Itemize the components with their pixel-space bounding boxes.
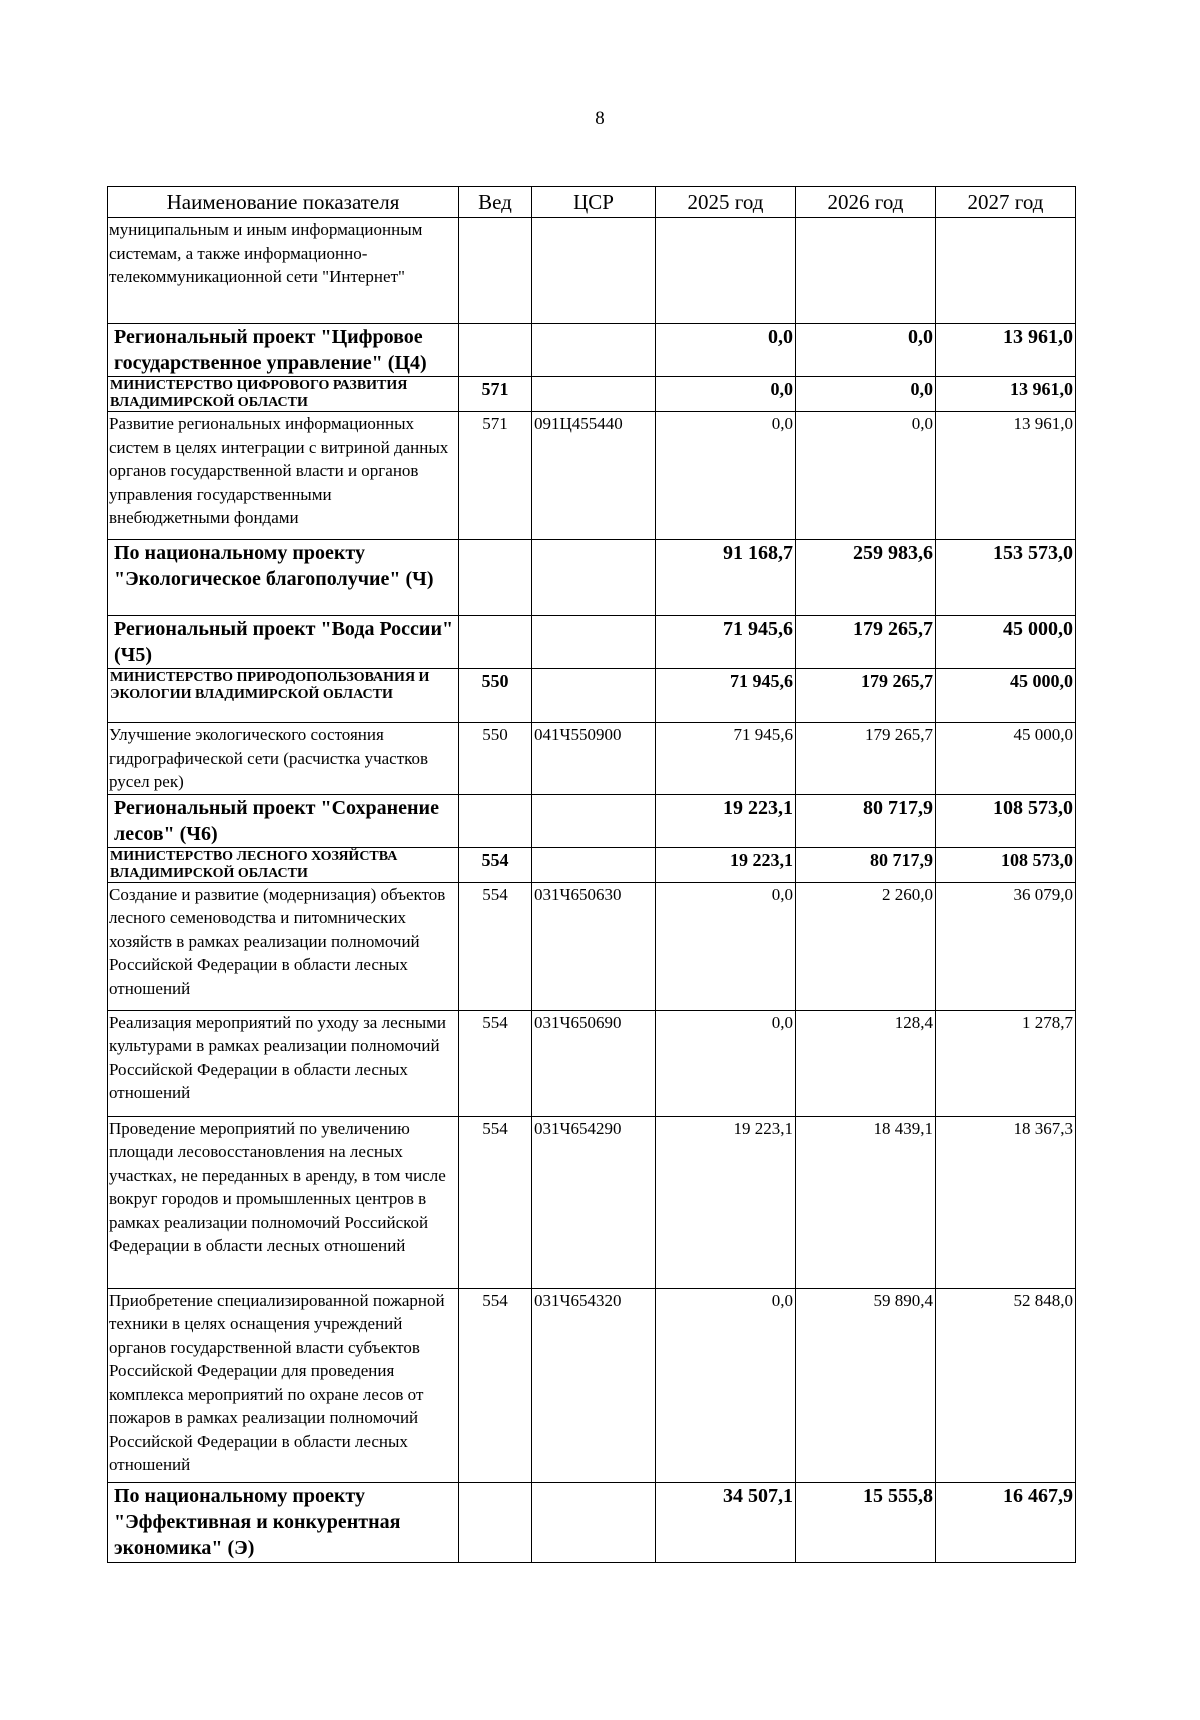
table-row [108, 669, 1076, 723]
cell-y2025: 91 168,7 [656, 540, 796, 616]
cell-csr: 031Ч650690 [532, 1010, 656, 1116]
page-number: 8 [595, 108, 605, 129]
cell-ved: 550 [459, 723, 532, 795]
cell-y2025: 0,0 [656, 412, 796, 540]
cell-name: Проведение мероприятий по увеличению площади лесовосстановления на лесных участках, не переданных в аренду, в том числе вокруг городов и промышленных центров в рамках реализации полномочий Российской Федерации в области лесных отношений [108, 1116, 459, 1288]
cell-name: По национальному проекту "Экологическое благополучие" (Ч) [108, 540, 459, 616]
cell-y2027: 52 848,0 [936, 1288, 1076, 1482]
cell-name: Приобретение специализированной пожарной техники в целях оснащения учреждений органов государственной власти субъектов Российской Федерации для проведения комплекса мероприятий по охране лесов от пожаров в рамках реализации полномочий Российской Федерации в области лесных отношений [108, 1288, 459, 1482]
cell-y2025: 0,0 [656, 377, 796, 412]
cell-name: Региональный проект "Сохранение лесов" (Ч6) [108, 794, 459, 847]
cell-name: муниципальным и иным информационным системам, а также информационно-телекоммуникационной сети "Интернет" [108, 218, 459, 324]
table-row [108, 412, 1076, 540]
cell-y2025: 0,0 [656, 882, 796, 1010]
cell-ved [459, 616, 532, 669]
header-ved: Вед [459, 187, 532, 218]
cell-y2026: 0,0 [796, 412, 936, 540]
table-row [108, 1116, 1076, 1288]
cell-y2027: 153 573,0 [936, 540, 1076, 616]
cell-name: МИНИСТЕРСТВО ЦИФРОВОГО РАЗВИТИЯ ВЛАДИМИРСКОЙ ОБЛАСТИ [108, 377, 459, 412]
cell-csr: 041Ч550900 [532, 723, 656, 795]
cell-y2025: 0,0 [656, 324, 796, 377]
cell-ved [459, 218, 532, 324]
header-2027: 2027 год [936, 187, 1076, 218]
table-body [108, 218, 1076, 1563]
cell-y2027: 108 573,0 [936, 794, 1076, 847]
cell-csr: 031Ч654320 [532, 1288, 656, 1482]
cell-y2027: 45 000,0 [936, 669, 1076, 723]
header-csr: ЦСР [532, 187, 656, 218]
cell-csr [532, 218, 656, 324]
cell-ved: 550 [459, 669, 532, 723]
cell-y2026: 128,4 [796, 1010, 936, 1116]
table-row [108, 616, 1076, 669]
cell-y2027 [936, 218, 1076, 324]
cell-ved: 554 [459, 1288, 532, 1482]
cell-y2025: 0,0 [656, 1288, 796, 1482]
cell-y2025: 19 223,1 [656, 1116, 796, 1288]
cell-y2025: 34 507,1 [656, 1482, 796, 1562]
cell-y2027: 45 000,0 [936, 616, 1076, 669]
table-row [108, 1288, 1076, 1482]
cell-y2027: 13 961,0 [936, 377, 1076, 412]
cell-y2026: 0,0 [796, 377, 936, 412]
table-header-row [108, 187, 1076, 218]
cell-y2027: 16 467,9 [936, 1482, 1076, 1562]
cell-csr [532, 540, 656, 616]
table-row [108, 1482, 1076, 1562]
cell-y2027: 18 367,3 [936, 1116, 1076, 1288]
cell-y2025: 71 945,6 [656, 723, 796, 795]
cell-y2026: 80 717,9 [796, 847, 936, 882]
cell-csr [532, 794, 656, 847]
cell-y2027: 13 961,0 [936, 412, 1076, 540]
cell-y2026: 179 265,7 [796, 669, 936, 723]
cell-y2025: 19 223,1 [656, 847, 796, 882]
cell-y2026: 18 439,1 [796, 1116, 936, 1288]
cell-y2026 [796, 218, 936, 324]
cell-y2025: 71 945,6 [656, 669, 796, 723]
cell-ved: 554 [459, 847, 532, 882]
cell-y2027: 36 079,0 [936, 882, 1076, 1010]
cell-y2027: 45 000,0 [936, 723, 1076, 795]
cell-name: Создание и развитие (модернизация) объектов лесного семеноводства и питомнических хозяйств в рамках реализации полномочий Российской Федерации в области лесных отношений [108, 882, 459, 1010]
cell-y2026: 179 265,7 [796, 616, 936, 669]
cell-ved [459, 1482, 532, 1562]
cell-y2026: 15 555,8 [796, 1482, 936, 1562]
table-row [108, 377, 1076, 412]
cell-csr [532, 669, 656, 723]
table-row [108, 218, 1076, 324]
cell-y2025: 19 223,1 [656, 794, 796, 847]
budget-table [107, 186, 1076, 1563]
table-row [108, 723, 1076, 795]
cell-y2026: 0,0 [796, 324, 936, 377]
table-row [108, 794, 1076, 847]
cell-y2025 [656, 218, 796, 324]
cell-csr: 031Ч650630 [532, 882, 656, 1010]
table-row [108, 847, 1076, 882]
cell-ved [459, 540, 532, 616]
cell-y2026: 80 717,9 [796, 794, 936, 847]
cell-ved [459, 324, 532, 377]
cell-csr: 091Ц455440 [532, 412, 656, 540]
cell-y2027: 1 278,7 [936, 1010, 1076, 1116]
header-2025: 2025 год [656, 187, 796, 218]
cell-ved [459, 794, 532, 847]
cell-name: Развитие региональных информационных систем в целях интеграции с витриной данных органов государственной власти и органов управления государственными внебюджетными фондами [108, 412, 459, 540]
cell-csr [532, 1482, 656, 1562]
cell-csr: 031Ч654290 [532, 1116, 656, 1288]
header-2026: 2026 год [796, 187, 936, 218]
cell-name: Улучшение экологического состояния гидрографической сети (расчистка участков русел рек) [108, 723, 459, 795]
table-row [108, 882, 1076, 1010]
cell-ved: 554 [459, 1116, 532, 1288]
cell-csr [532, 377, 656, 412]
table-row [108, 324, 1076, 377]
cell-y2026: 59 890,4 [796, 1288, 936, 1482]
cell-ved: 554 [459, 882, 532, 1010]
table-row [108, 540, 1076, 616]
cell-name: Региональный проект "Вода России" (Ч5) [108, 616, 459, 669]
table-row [108, 1010, 1076, 1116]
cell-csr [532, 324, 656, 377]
cell-ved: 554 [459, 1010, 532, 1116]
cell-y2027: 13 961,0 [936, 324, 1076, 377]
cell-y2025: 0,0 [656, 1010, 796, 1116]
header-name: Наименование показателя [108, 187, 459, 218]
cell-y2026: 259 983,6 [796, 540, 936, 616]
cell-ved: 571 [459, 377, 532, 412]
cell-csr [532, 847, 656, 882]
cell-name: Реализация мероприятий по уходу за лесными культурами в рамках реализации полномочий Российской Федерации в области лесных отношений [108, 1010, 459, 1116]
cell-y2026: 179 265,7 [796, 723, 936, 795]
cell-y2025: 71 945,6 [656, 616, 796, 669]
cell-name: МИНИСТЕРСТВО ПРИРОДОПОЛЬЗОВАНИЯ И ЭКОЛОГИИ ВЛАДИМИРСКОЙ ОБЛАСТИ [108, 669, 459, 723]
cell-name: По национальному проекту "Эффективная и конкурентная экономика" (Э) [108, 1482, 459, 1562]
cell-y2027: 108 573,0 [936, 847, 1076, 882]
cell-name: Региональный проект "Цифровое государственное управление" (Ц4) [108, 324, 459, 377]
cell-csr [532, 616, 656, 669]
cell-name: МИНИСТЕРСТВО ЛЕСНОГО ХОЗЯЙСТВА ВЛАДИМИРСКОЙ ОБЛАСТИ [108, 847, 459, 882]
cell-y2026: 2 260,0 [796, 882, 936, 1010]
cell-ved: 571 [459, 412, 532, 540]
